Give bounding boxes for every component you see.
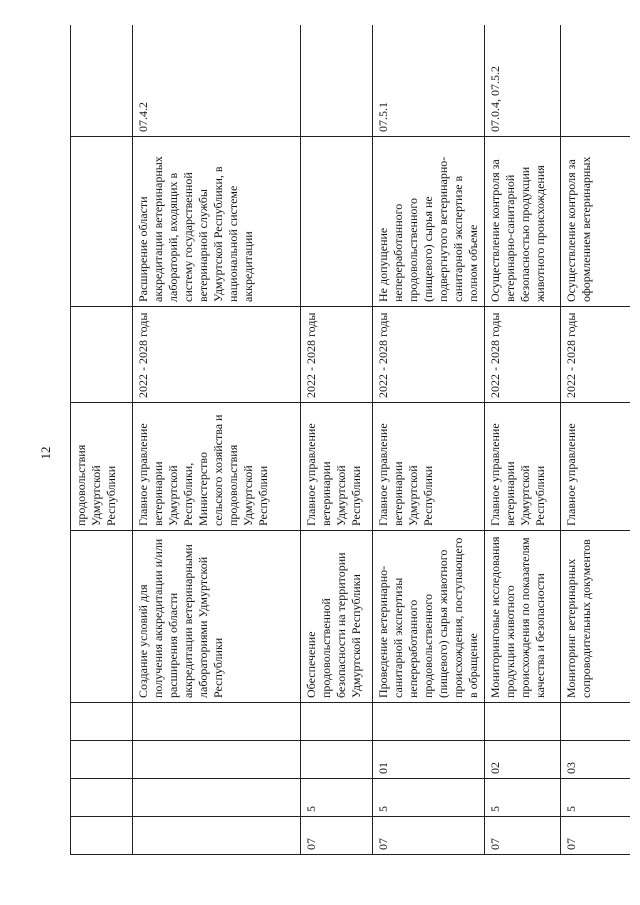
rotated-table-wrapper xyxy=(70,25,630,855)
cell-term xyxy=(71,307,133,403)
cell-measure-name: Мониторинговые исследования продукции животного происхождения по показателям качества и безопасности xyxy=(485,531,561,703)
cell-term: 2022 - 2028 годы xyxy=(301,307,373,403)
cell-m xyxy=(133,703,301,741)
cell-pp xyxy=(71,779,133,817)
landscape-table-area xyxy=(70,25,630,855)
cell-term: 2022 - 2028 годы xyxy=(485,307,561,403)
cell-om: 03 xyxy=(561,741,631,779)
cell-executor: Главное управление ветеринарии Удмуртской Республики xyxy=(373,403,485,531)
table-row xyxy=(133,25,301,855)
cell-expected-result: Не допущение непереработанного продовольственного (пищевого) сырья не подвергнутого ветеринарно-санитарной экспертизе в полном объеме xyxy=(373,137,485,307)
cell-indicator-code: 07.5.1 xyxy=(373,25,485,137)
cell-expected-result: Осуществление контроля за ветеринарно-санитарной безопасностью продукции животного происхождения xyxy=(485,137,561,307)
cell-gp: 07 xyxy=(373,817,485,855)
table-row xyxy=(561,25,631,855)
table-row xyxy=(485,25,561,855)
cell-indicator-code: 07.4.2 xyxy=(133,25,301,137)
cell-pp: 5 xyxy=(561,779,631,817)
cell-om: 02 xyxy=(485,741,561,779)
cell-pp: 5 xyxy=(485,779,561,817)
cell-gp: 07 xyxy=(301,817,373,855)
cell-term: 2022 - 2028 годы xyxy=(561,307,631,403)
table-row xyxy=(71,25,133,855)
cell-m xyxy=(373,703,485,741)
program-measures-table xyxy=(70,25,630,855)
cell-m xyxy=(71,703,133,741)
cell-gp: 07 xyxy=(485,817,561,855)
cell-executor: Главное управление ветеринарии Удмуртской Республики xyxy=(301,403,373,531)
cell-measure-name: Создание условий для получения аккредитации и/или расширения области аккредитации ветеринарными лабораториями Удмуртской Республики xyxy=(133,531,301,703)
cell-indicator-code: 07.0.4, 07.5.2 xyxy=(485,25,561,137)
cell-om xyxy=(133,741,301,779)
cell-expected-result xyxy=(71,137,133,307)
cell-indicator-code xyxy=(71,25,133,137)
cell-m xyxy=(485,703,561,741)
cell-pp xyxy=(133,779,301,817)
cell-executor: Главное управление xyxy=(561,403,631,531)
cell-executor: продовольствия Удмуртской Республики xyxy=(71,403,133,531)
cell-gp xyxy=(133,817,301,855)
cell-gp xyxy=(71,817,133,855)
page-number: 12 xyxy=(38,446,53,460)
cell-indicator-code xyxy=(561,25,631,137)
cell-executor: Главное управление ветеринарии Удмуртской Республики, Министерство сельского хозяйства и продовольствия Удмуртской Республики xyxy=(133,403,301,531)
cell-measure-name: Обеспечение продовольственной безопасности на территории Удмуртской Республики xyxy=(301,531,373,703)
table-row xyxy=(373,25,485,855)
cell-m xyxy=(561,703,631,741)
cell-pp: 5 xyxy=(373,779,485,817)
cell-expected-result xyxy=(301,137,373,307)
cell-expected-result: Расширение области аккредитации ветеринарных лабораторий, входящих в систему государственной ветеринарной службы Удмуртской Республики, в национальной системе аккредитации xyxy=(133,137,301,307)
cell-term: 2022 - 2028 годы xyxy=(373,307,485,403)
cell-executor: Главное управление ветеринарии Удмуртской Республики xyxy=(485,403,561,531)
cell-pp: 5 xyxy=(301,779,373,817)
cell-expected-result: Осуществление контроля за оформлением ветеринарных xyxy=(561,137,631,307)
cell-measure-name: Мониторинг ветеринарных сопроводительных документов xyxy=(561,531,631,703)
cell-measure-name: Проведение ветеринарно-санитарной экспертизы непереработанного продовольственного (пищевого) сырья животного происхождения, поступающего в обращение xyxy=(373,531,485,703)
cell-indicator-code xyxy=(301,25,373,137)
cell-m xyxy=(301,703,373,741)
cell-om: 01 xyxy=(373,741,485,779)
cell-measure-name xyxy=(71,531,133,703)
cell-om xyxy=(71,741,133,779)
cell-om xyxy=(301,741,373,779)
cell-term: 2022 - 2028 годы xyxy=(133,307,301,403)
cell-gp: 07 xyxy=(561,817,631,855)
table-row xyxy=(301,25,373,855)
